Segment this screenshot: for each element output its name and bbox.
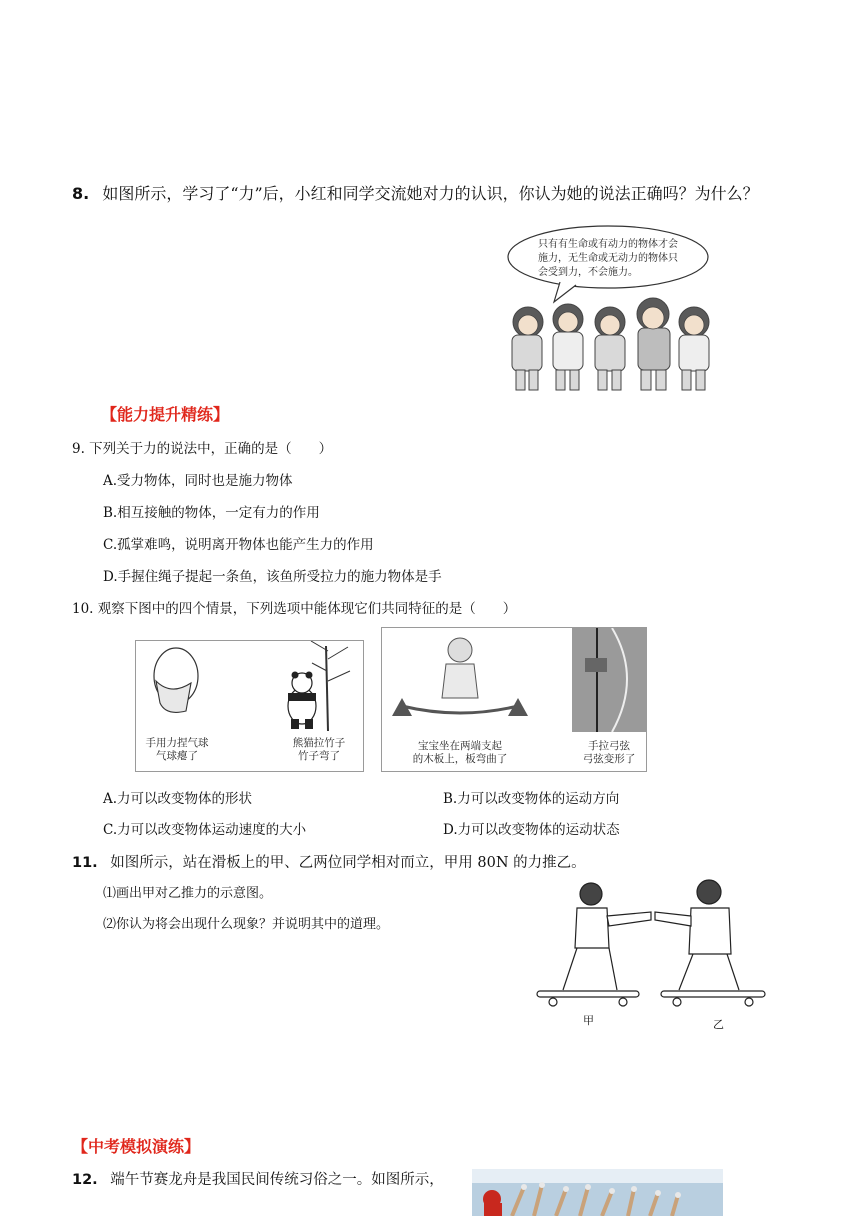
caption-panda — [278, 737, 360, 763]
label-yi: 乙 — [713, 1018, 724, 1031]
question-12 — [72, 1168, 444, 1189]
question-number: 11. — [72, 855, 98, 871]
skateboard-illustration — [533, 878, 769, 1008]
caption-bow — [572, 740, 646, 766]
question-11 — [72, 851, 586, 872]
baby-bow-illustration — [382, 628, 646, 732]
question-number: 12. — [72, 1172, 98, 1188]
speech-bubble-text: 只有有生命或有动力的物体才会施力，无生命或无动力的物体只会受到力，不会施力。 — [538, 239, 678, 278]
caption-baby — [394, 740, 526, 766]
caption-line: 竹子弯了 — [298, 750, 340, 762]
q11-part-1: ⑴画出甲对乙推力的示意图。 — [103, 886, 273, 901]
scene-balloon-panda-figure — [135, 640, 364, 772]
dragon-boat-illustration — [472, 1169, 723, 1216]
dragon-boat-photo — [472, 1169, 723, 1216]
question-8 — [72, 181, 759, 204]
scene-baby-bow-figure — [381, 627, 647, 772]
q9-option-a: A.受力物体，同时也是施力物体 — [103, 473, 293, 489]
caption-line: 手用力捏气球 — [145, 737, 209, 749]
q9-option-c: C.孤掌难鸣，说明离开物体也能产生力的作用 — [103, 537, 374, 553]
caption-line: 的木板上，板弯曲了 — [412, 753, 508, 765]
q11-part-2: ⑵你认为将会出现什么现象？并说明其中的道理。 — [103, 917, 390, 932]
caption-line: 熊猫拉竹子 — [292, 737, 346, 749]
question-9-stem: 9. 下列关于力的说法中，正确的是（ ） — [72, 441, 333, 457]
section-heading-exam: 【中考模拟演练】 — [72, 1137, 201, 1156]
children-discussion-figure — [498, 222, 723, 394]
caption-line: 弓弦变形了 — [582, 753, 636, 765]
skateboard-push-figure — [533, 878, 769, 1030]
question-number: 8. — [72, 184, 90, 203]
question-10-stem: 10. 观察下图中的四个情景，下列选项中能体现它们共同特征的是（ ） — [72, 601, 517, 617]
q9-option-b: B.相互接触的物体，一定有力的作用 — [103, 505, 320, 521]
label-jia: 甲 — [583, 1014, 594, 1027]
q10-option-a: A.力可以改变物体的形状 — [103, 791, 253, 807]
question-text: 如图所示，站在滑板上的甲、乙两位同学相对而立，甲用 80N 的力推乙。 — [110, 855, 586, 871]
caption-line: 气球瘪了 — [156, 750, 198, 762]
caption-line: 手拉弓弦 — [588, 740, 630, 752]
question-text: 如图所示，学习了“力”后，小红和同学交流她对力的认识，你认为她的说法正确吗？为什么？ — [102, 184, 759, 203]
q10-option-b: B.力可以改变物体的运动方向 — [443, 791, 620, 807]
question-text: 端午节赛龙舟是我国民间传统习俗之一。如图所示， — [110, 1172, 444, 1188]
section-heading-ability: 【能力提升精练】 — [101, 405, 230, 424]
q10-option-d: D.力可以改变物体的运动状态 — [443, 822, 620, 838]
balloon-panda-illustration — [136, 641, 363, 733]
q10-option-c: C.力可以改变物体运动速度的大小 — [103, 822, 307, 838]
caption-balloon — [136, 737, 218, 763]
caption-line: 宝宝坐在两端支起 — [418, 740, 502, 752]
q9-option-d: D.手握住绳子提起一条鱼，该鱼所受拉力的施力物体是手 — [103, 569, 442, 585]
